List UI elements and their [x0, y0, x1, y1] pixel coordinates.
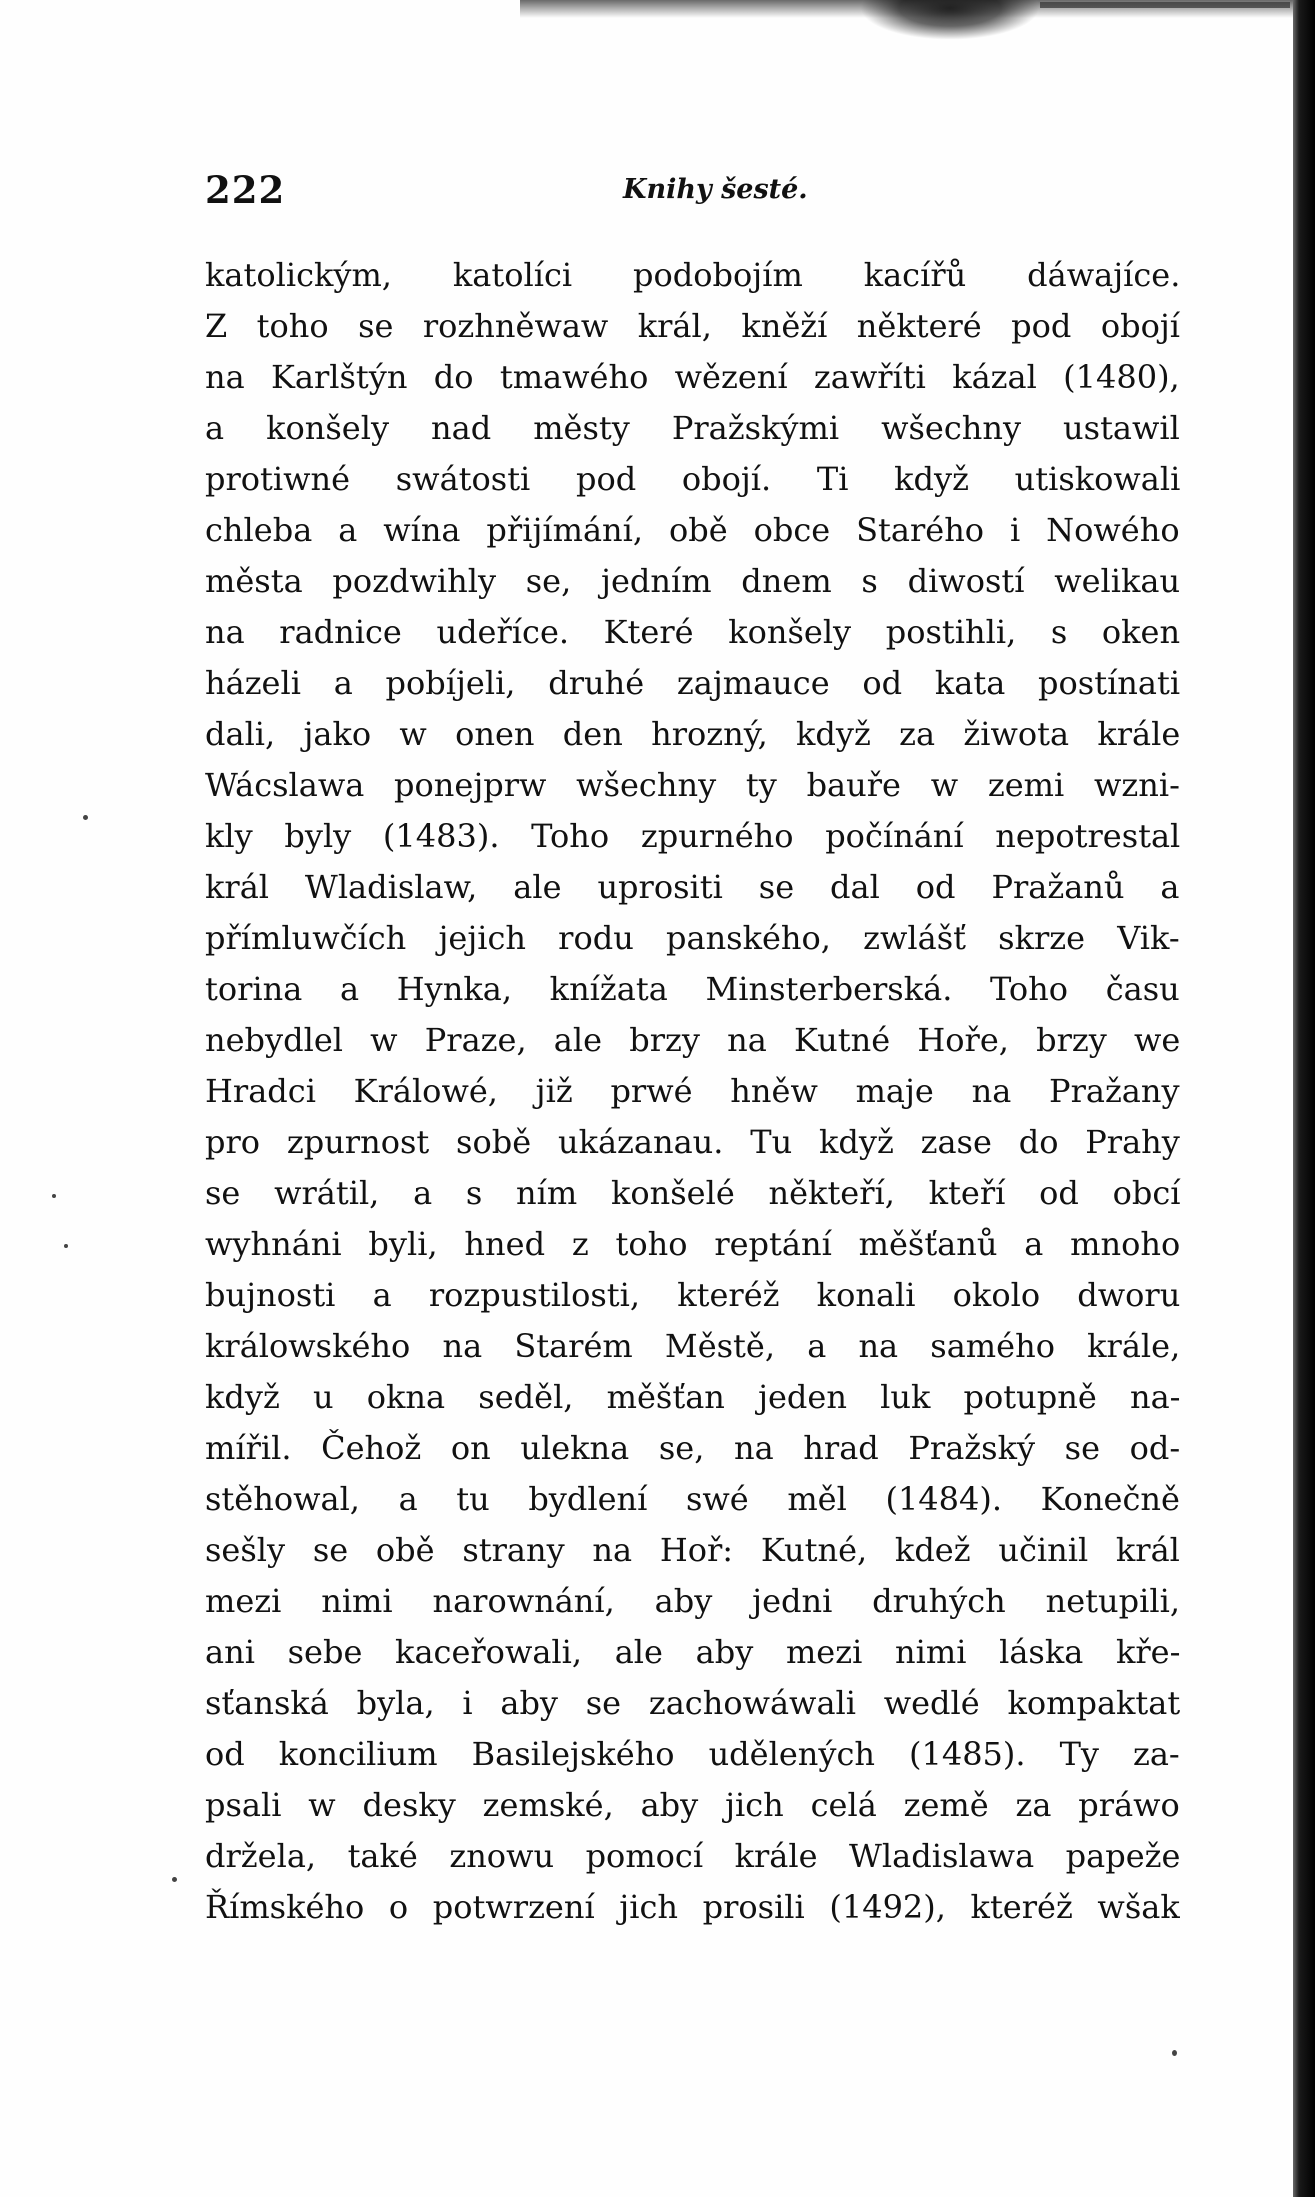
text-line: mezi nimi narownání, aby jedni druhých netupili,: [205, 1582, 1181, 1620]
scan-speck: [83, 815, 88, 820]
scan-speck: [1172, 2050, 1177, 2056]
text-line: katolickým, katolíci podobojím kacířů dáwajíce.: [205, 256, 1181, 294]
text-line: bujnosti a rozpustilosti, kteréž konali okolo dworu: [205, 1276, 1181, 1314]
text-line: od koncilium Basilejského udělených (1485). Ty za-: [205, 1735, 1180, 1773]
running-head: Knihy šesté.: [623, 174, 808, 205]
text-line: mířil. Čehož on ulekna se, na hrad Pražský se od-: [205, 1429, 1181, 1467]
text-line: Wácslawa ponejprw wšechny ty bauře w zemi wzni-: [205, 766, 1180, 804]
text-line: sešly se obě strany na Hoř: Kutné, kdež učinil král: [205, 1531, 1180, 1569]
text-line: držela, také znowu pomocí krále Wladislawa papeže: [205, 1837, 1181, 1875]
text-line: města pozdwihly se, jedním dnem s diwostí welikau: [205, 562, 1181, 600]
text-line: stěhowal, a tu bydlení swé měl (1484). Konečně: [205, 1480, 1180, 1518]
text-line: králowského na Starém Městě, a na samého krále,: [205, 1327, 1181, 1365]
text-line: nebydlel w Praze, ale brzy na Kutné Hoře, brzy we: [205, 1021, 1181, 1059]
page-number: 222: [205, 168, 286, 212]
scan-speck: [64, 1244, 68, 1248]
scan-speck: [172, 1877, 177, 1882]
text-line: psali w desky zemské, aby jich celá země za práwo: [205, 1786, 1180, 1824]
text-line: když u okna seděl, měšťan jeden luk potupně na-: [205, 1378, 1181, 1416]
text-line: házeli a pobíjeli, druhé zajmauce od kata postínati: [205, 664, 1181, 702]
page-header: [205, 168, 1180, 218]
text-line: dali, jako w onen den hrozný, když za žiwota krále: [205, 715, 1181, 753]
text-line: král Wladislaw, ale uprositi se dal od Pražanů a: [205, 868, 1180, 906]
text-line: pro zpurnost sobě ukázanau. Tu když zase do Prahy: [205, 1123, 1180, 1161]
text-line: Římského o potwrzení jich prosili (1492), kteréž wšak: [205, 1888, 1180, 1926]
text-line: kly byly (1483). Toho zpurného počínání nepotrestal: [205, 817, 1181, 855]
text-line: ani sebe kaceřowali, ale aby mezi nimi láska kře-: [205, 1633, 1181, 1671]
text-line: wyhnáni byli, hned z toho reptání měšťanů a mnoho: [205, 1225, 1181, 1263]
scan-right-edge: [1293, 0, 1315, 2197]
text-line: Z toho se rozhněwaw král, kněží některé pod obojí: [205, 307, 1180, 345]
text-line: torina a Hynka, knížata Minsterberská. Toho času: [205, 970, 1180, 1008]
text-line: sťanská byla, i aby se zachowáwali wedlé kompaktat: [205, 1684, 1181, 1722]
text-line: a konšely nad městy Pražskými wšechny ustawil: [205, 409, 1180, 447]
scan-speck: [52, 1194, 56, 1198]
text-line: protiwné swátosti pod obojí. Ti když utiskowali: [205, 460, 1181, 498]
body-text: [205, 250, 1180, 1933]
text-line: se wrátil, a s ním konšelé někteří, kteří od obcí: [205, 1174, 1181, 1212]
text-line: na Karlštýn do tmawého wězení zawříti kázal (1480),: [205, 358, 1180, 396]
scan-top-line: [1040, 2, 1290, 8]
text-line: chleba a wína přijímání, obě obce Starého i Nowého: [205, 511, 1180, 549]
text-line: Hradci Králowé, již prwé hněw maje na Pražany: [205, 1072, 1180, 1110]
scan-top-blot: [860, 0, 1040, 40]
text-line: na radnice udeříce. Které konšely postihli, s oken: [205, 613, 1181, 651]
text-line: přímluwčích jejich rodu panského, zwlášť skrze Vik-: [205, 919, 1180, 957]
